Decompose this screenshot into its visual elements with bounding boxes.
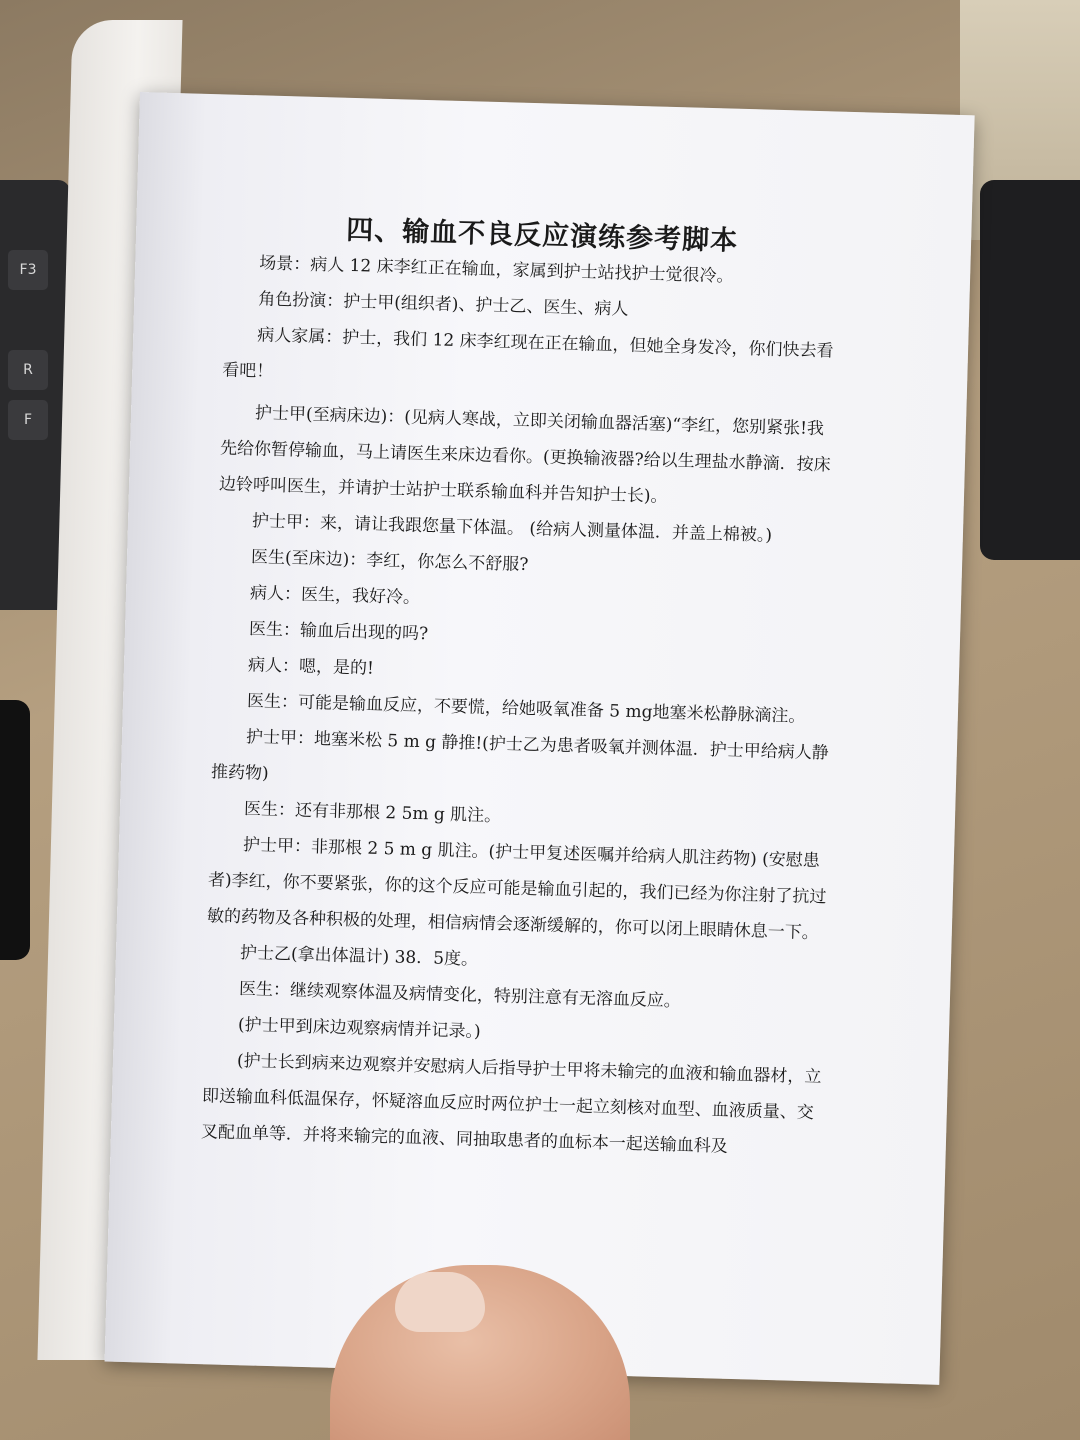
paragraph-nurse-a-2: 护士甲：来，请让我跟您量下体温。 (给病人测量体温．并盖上棉被。)	[251, 511, 773, 546]
paragraph-stage-direction-1: (护士甲到床边观察病情并记录。)	[237, 1015, 481, 1042]
paragraph-roles: 角色扮演：护士甲(组织者)、护士乙、医生、病人	[257, 289, 629, 320]
keyboard-key: F3	[8, 250, 48, 290]
paragraph-nurse-a-3: 护士甲：地塞米松 5 m g 静推!(护士乙为患者吸氧并测体温．护士甲给病人静推药物)	[210, 727, 829, 784]
paragraph-nurse-a-4: 护士甲：非那根 2 5 m g 肌注。(护士甲复述医嘱并给病人肌注药物) (安慰患者)李红，你不要紧张，你的这个反应可能是输血引起的，我们已经为你注射了抗过敏的药物及各种积极的处理，相信病情会逐渐缓解的，你可以闭上眼睛休息一下。	[206, 835, 827, 944]
paragraph-nurse-a-1: 护士甲(至病床边)：(见病人寒战，立即关闭输血器活塞)“李红，您别紧张!我先给你暂停输血，马上请医生来床边看你。(更换输液器?给以生理盐水静滴．按床边铃呼叫医生，并请护士站护士联系输血科并告知护士长)。	[218, 403, 831, 507]
paragraph-nurse-b: 护士乙(拿出体温计) 38．5度。	[239, 943, 479, 970]
paragraph-doctor-5: 医生：继续观察体温及病情变化，特别注意有无溶血反应。	[238, 979, 682, 1012]
thumbnail-nail	[395, 1272, 485, 1332]
document-body	[200, 244, 845, 1167]
paragraph-patient-1: 病人：医生，我好冷。	[249, 583, 421, 609]
paragraph-doctor-3: 医生：可能是输血反应，不要慌，给她吸氧准备 5 mg地塞米松静脉滴注。	[246, 691, 806, 727]
paragraph-patient-2: 病人：嗯，是的!	[247, 655, 375, 679]
paragraph-doctor-4: 医生：还有非那根 2 5m g 肌注。	[243, 799, 502, 827]
paragraph-stage-direction-2: (护士长到病来边观察并安慰病人后指导护士甲将未输完的血液和输血器材，立即送输血科低温保存，怀疑溶血反应时两位护士一起立刻核对血型、血液质量、交叉配血单等．并将来输完的血液、同抽取患者的血标本一起送输血科及	[200, 1051, 822, 1157]
monitor-base	[980, 180, 1080, 560]
document-page	[105, 92, 975, 1385]
paragraph-family: 病人家属：护士，我们 12 床李红现在正在输血，但她全身发冷，你们快去看看吧！	[221, 325, 834, 382]
paragraph-doctor-1: 医生(至床边)：李红，你怎么不舒服?	[250, 547, 529, 576]
keyboard-key: F	[8, 400, 48, 440]
keyboard-key: R	[8, 350, 48, 390]
document-title: 四、输血不良反应演练参考脚本	[345, 214, 739, 257]
paragraph-doctor-2: 医生：输血后出现的吗?	[248, 619, 429, 645]
paragraph-scene: 场景：病人 12 床李红正在输血，家属到护士站找护士觉很冷。	[258, 253, 734, 287]
phone	[0, 700, 30, 960]
